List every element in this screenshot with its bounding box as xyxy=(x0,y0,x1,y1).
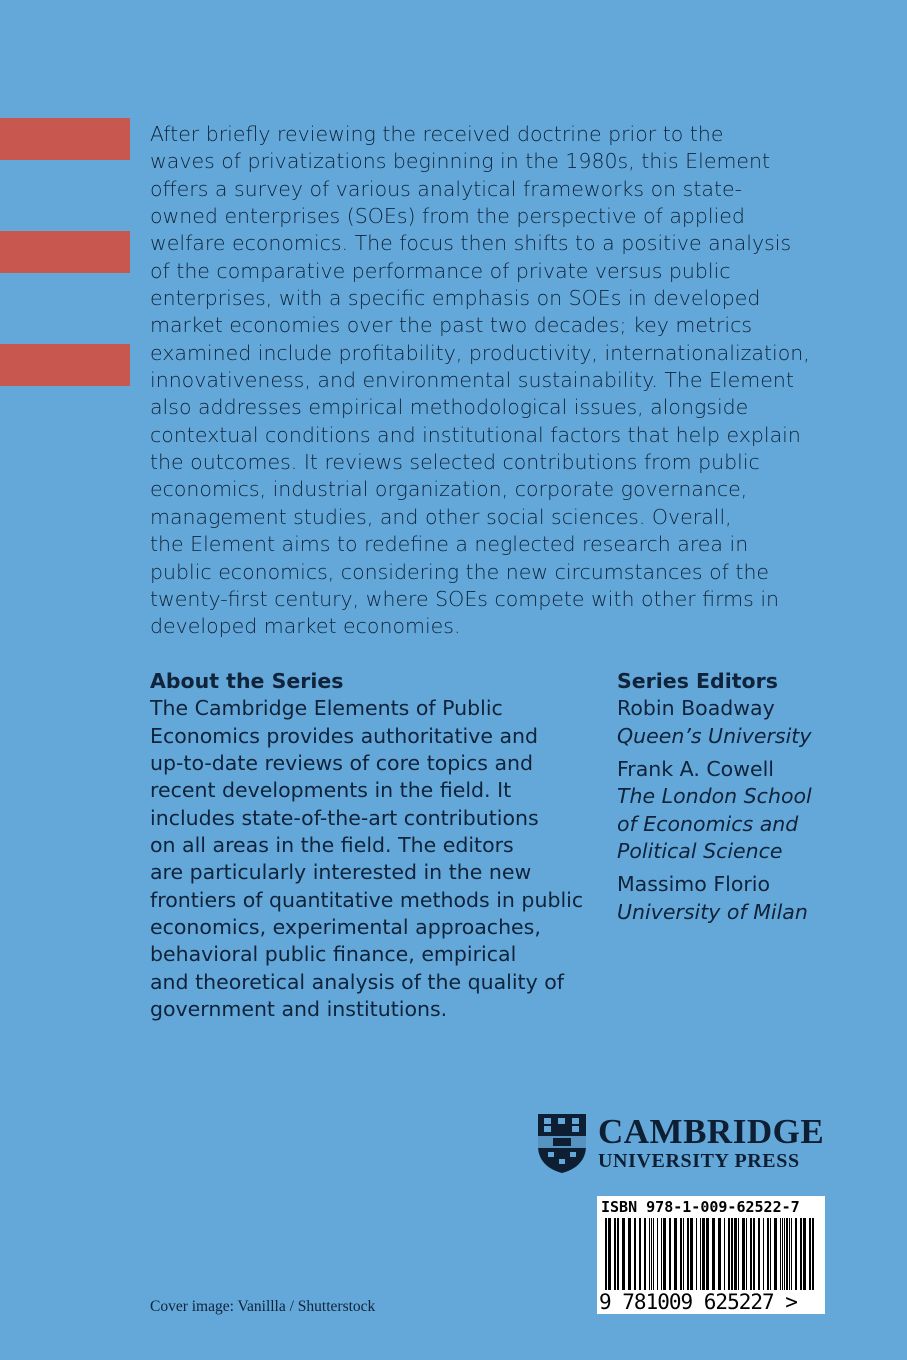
publisher-logo xyxy=(536,1112,824,1174)
cover-image-credit: Cover image: Vanillla / Shutterstock xyxy=(150,1298,376,1315)
about-series-line: includes state-of-the-art contributions xyxy=(150,805,539,830)
blurb-line: After briefly reviewing the received doctrine prior to the xyxy=(150,122,724,146)
series-editors-heading: Series Editors xyxy=(617,669,778,693)
blurb-line: enterprises, with a specific emphasis on SOEs in developed xyxy=(150,286,761,311)
about-series-line: on all areas in the field. The editors xyxy=(150,833,514,858)
about-series-line: economics, experimental approaches, xyxy=(150,915,541,940)
blurb-line: of the comparative performance of private versus public xyxy=(150,258,731,283)
isbn-label: ISBN 978-1-009-62522-7 xyxy=(601,1198,800,1216)
blurb-line: developed market economies. xyxy=(150,614,461,639)
publisher-name: CAMBRIDGE xyxy=(598,1112,825,1151)
about-series-line: government and institutions. xyxy=(150,997,448,1022)
editor-entry xyxy=(617,756,887,865)
university-shield-icon xyxy=(536,1112,588,1174)
barcode-bars xyxy=(605,1218,817,1290)
blurb-line: offers a survey of various analytical frameworks on state- xyxy=(150,176,742,201)
about-series-line: up-to-date reviews of core topics and xyxy=(150,751,534,776)
isbn-barcode xyxy=(597,1196,825,1314)
about-series-line: recent developments in the field. It xyxy=(150,778,512,803)
decorative-bar-bottom xyxy=(0,344,130,386)
blurb-line: the outcomes. It reviews selected contributions from public xyxy=(150,450,760,475)
editors-list xyxy=(617,695,887,926)
about-series-line: The Cambridge Elements of Public xyxy=(150,696,503,721)
editor-entry xyxy=(617,871,887,926)
about-series-line: Economics provides authoritative and xyxy=(150,723,539,748)
blurb-line: the Element aims to redefine a neglected research area in xyxy=(150,532,749,557)
about-series-line: behavioral public finance, empirical xyxy=(150,942,517,967)
blurb-line: waves of privatizations beginning in the 1980s, this Element xyxy=(150,149,771,174)
blurb-line: owned enterprises (SOEs) from the perspective of applied xyxy=(150,204,745,229)
decorative-bar-top xyxy=(0,118,130,160)
editor-affiliation: Queen’s University xyxy=(617,723,812,748)
blurb-line: twenty-first century, where SOEs compete with other firms in xyxy=(150,586,780,611)
about-series-line: frontiers of quantitative methods in public xyxy=(150,887,584,912)
editor-name: Robin Boadway xyxy=(617,696,775,721)
book-blurb xyxy=(150,121,850,641)
editor-name: Massimo Florio xyxy=(617,872,771,897)
editor-affiliation: The London School xyxy=(617,784,812,809)
about-series-heading: About the Series xyxy=(150,669,344,693)
blurb-line: market economies over the past two decades; key metrics xyxy=(150,313,753,338)
editor-entry xyxy=(617,695,887,750)
about-series-section xyxy=(150,668,610,1023)
barcode-digits: 9 781009 625227 > xyxy=(599,1290,797,1314)
about-series-line: are particularly interested in the new xyxy=(150,860,532,885)
blurb-line: examined include profitability, productivity, internationalization, xyxy=(150,340,810,365)
editor-affiliation: of Economics and xyxy=(617,811,799,836)
about-series-text xyxy=(150,695,610,1023)
series-editors-section xyxy=(617,668,887,932)
editor-affiliation: Political Science xyxy=(617,839,783,864)
blurb-line: welfare economics. The focus then shifts to a positive analysis xyxy=(150,231,792,256)
editor-name: Frank A. Cowell xyxy=(617,757,774,782)
blurb-line: contextual conditions and institutional factors that help explain xyxy=(150,422,801,447)
decorative-bar-middle xyxy=(0,231,130,273)
about-series-line: and theoretical analysis of the quality of xyxy=(150,969,564,994)
blurb-line: also addresses empirical methodological issues, alongside xyxy=(150,395,749,420)
blurb-line: management studies, and other social sciences. Overall, xyxy=(150,504,732,529)
blurb-line: public economics, considering the new circumstances of the xyxy=(150,559,770,584)
blurb-line: economics, industrial organization, corporate governance, xyxy=(150,477,748,502)
publisher-subname: UNIVERSITY PRESS xyxy=(598,1150,800,1172)
editor-affiliation: University of Milan xyxy=(617,899,808,924)
blurb-line: innovativeness, and environmental sustainability. The Element xyxy=(150,368,794,393)
